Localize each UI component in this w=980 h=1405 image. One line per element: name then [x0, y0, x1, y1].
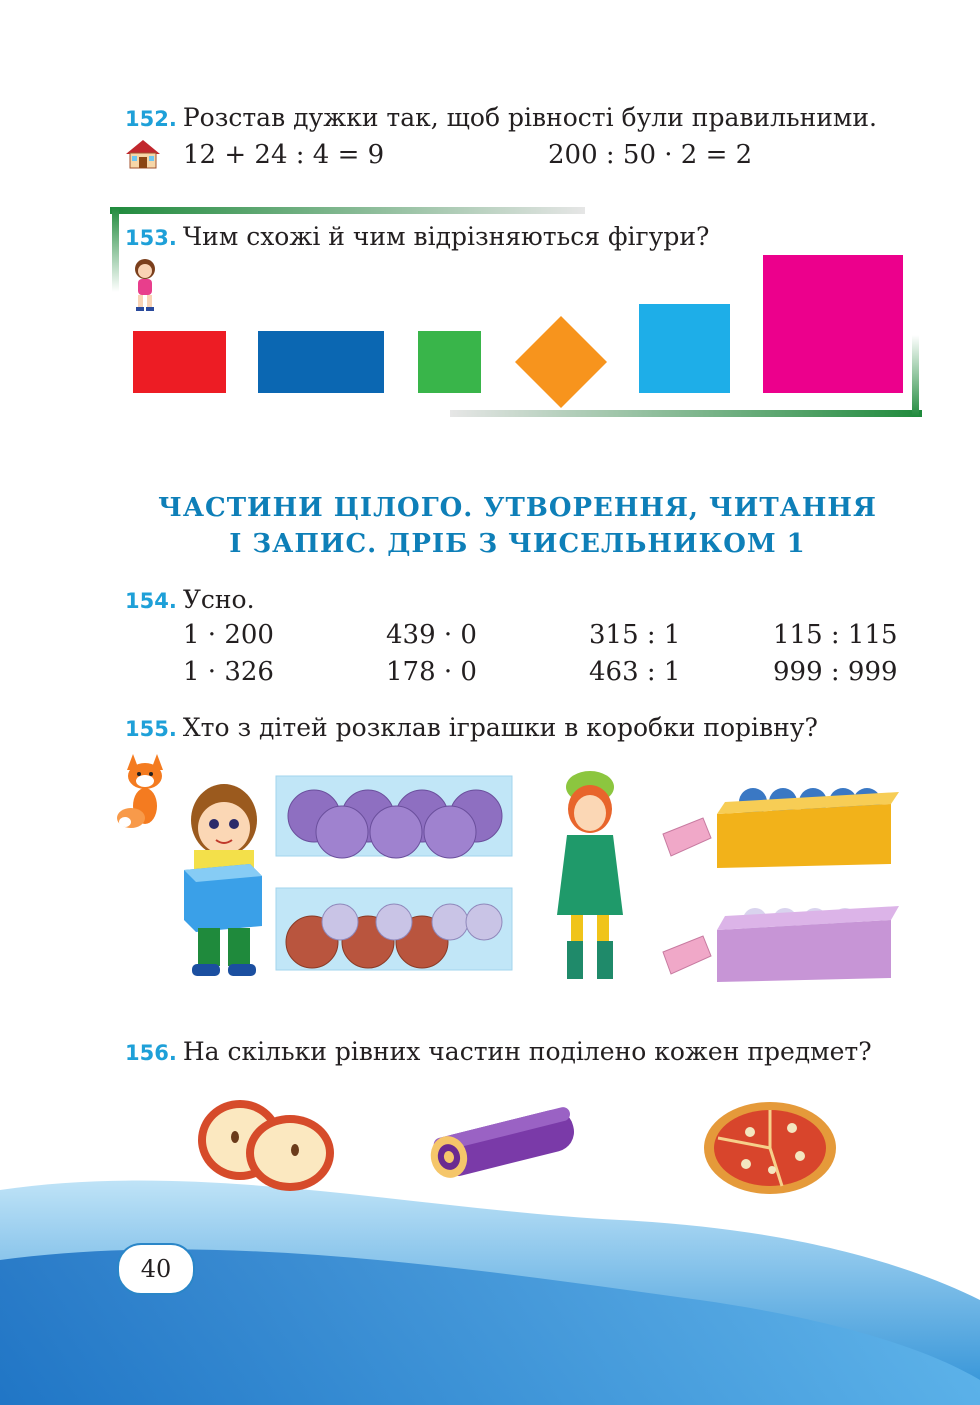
- exercise-153: [125, 222, 709, 251]
- fox-icon: [115, 748, 175, 838]
- magenta-square: [763, 255, 903, 393]
- box-purple-ornaments: [272, 766, 517, 861]
- roll-cake-illustration: [425, 1100, 585, 1185]
- girl-icon: [128, 255, 162, 313]
- green-square: [418, 331, 481, 393]
- exercise-text: Розстав дужки так, щоб рівності були правильними.: [182, 103, 877, 132]
- exercise-155: [125, 713, 818, 742]
- blue-rectangle: [258, 331, 384, 393]
- oral-expression: 1 · 326: [183, 657, 274, 687]
- oral-expression: 463 : 1: [589, 657, 681, 687]
- boy-with-box-illustration: [178, 778, 270, 983]
- section-heading-line-1: ЧАСТИНИ ЦІЛОГО. УТВОРЕННЯ, ЧИТАННЯ: [158, 493, 877, 523]
- exercise-text: На скільки рівних частин поділено кожен предмет?: [182, 1037, 872, 1066]
- exercise-number: 155.: [125, 717, 177, 741]
- exercise-text: Усно.: [182, 585, 255, 614]
- exercise-text: Хто з дітей розклав іграшки в коробки порівну?: [182, 713, 818, 742]
- exercise-number: 153.: [125, 226, 177, 250]
- oral-expression: 178 · 0: [386, 657, 477, 687]
- exercise-154: [125, 585, 255, 614]
- exercise-152: [125, 103, 877, 132]
- exercise-156: [125, 1037, 872, 1066]
- box-blue-ornaments: [655, 772, 900, 872]
- apple-halves-illustration: [195, 1095, 340, 1195]
- oral-expression: 115 : 115: [773, 620, 898, 650]
- exercise-number: 152.: [125, 107, 177, 131]
- oral-expression: 315 : 1: [589, 620, 681, 650]
- oral-expression: 439 · 0: [386, 620, 477, 650]
- section-heading-line-2: І ЗАПИС. ДРІБ З ЧИСЕЛЬНИКОМ 1: [229, 529, 806, 559]
- equation-1: 12 + 24 : 4 = 9: [183, 140, 385, 170]
- red-rectangle: [133, 331, 226, 393]
- oral-expression: 1 · 200: [183, 620, 274, 650]
- exercise-number: 156.: [125, 1041, 177, 1065]
- exercise-text: Чим схожі й чим відрізняються фігури?: [182, 222, 710, 251]
- box-pink-ornaments: [655, 890, 900, 985]
- exercise-number: 154.: [125, 589, 177, 613]
- pizza-illustration: [700, 1098, 840, 1198]
- equation-2: 200 : 50 · 2 = 2: [548, 140, 753, 170]
- box-red-ornaments: [272, 880, 517, 975]
- house-icon: [124, 138, 162, 170]
- oral-expression: 999 : 999: [773, 657, 898, 687]
- page-number: 40: [117, 1243, 195, 1295]
- light-blue-square: [639, 304, 730, 393]
- orange-diamond: [515, 316, 607, 408]
- girl-in-coat-illustration: [545, 765, 635, 985]
